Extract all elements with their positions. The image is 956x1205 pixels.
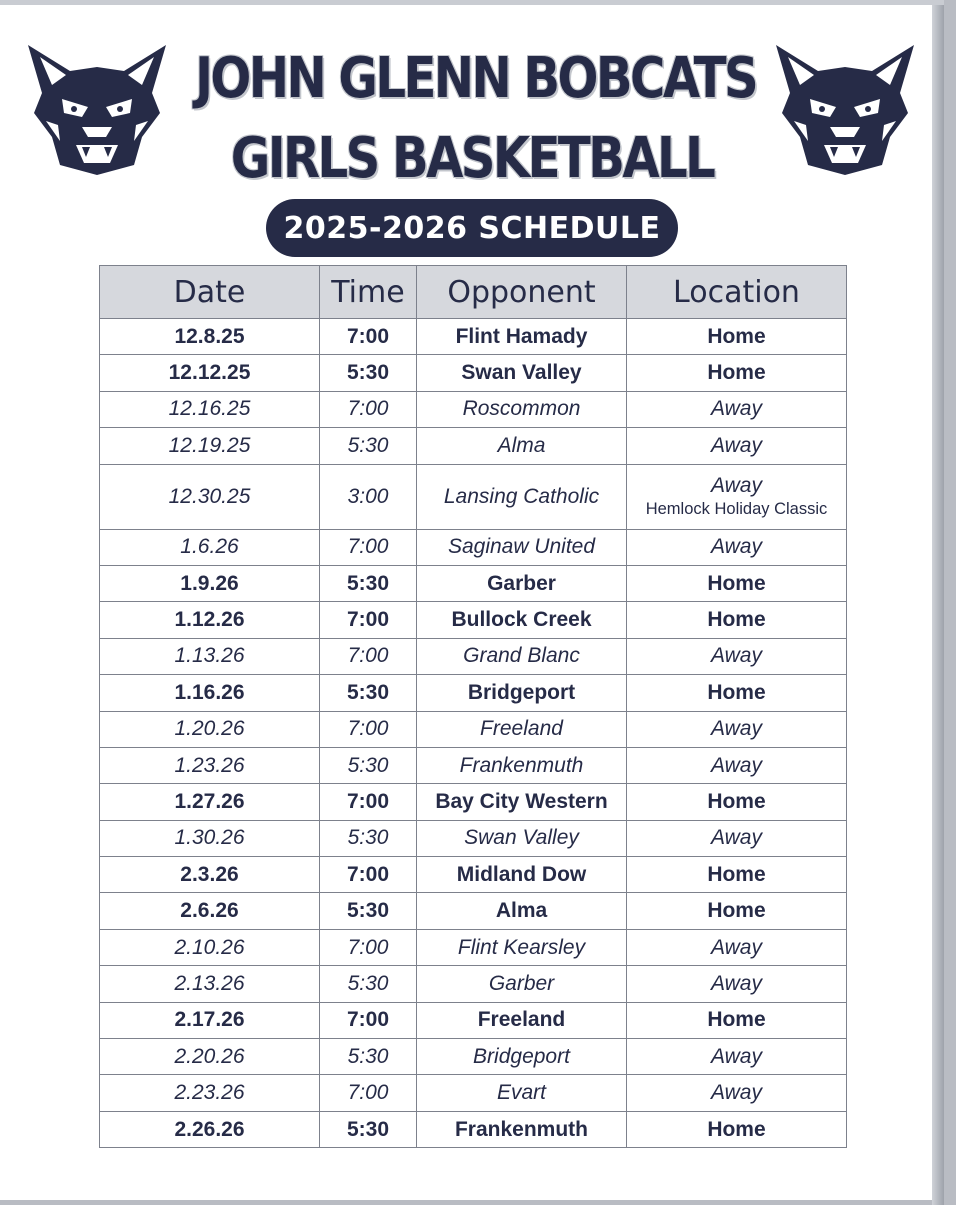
opponent-cell-text: Alma	[497, 433, 546, 457]
date-cell-text: 2.26.26	[174, 1117, 245, 1141]
time-cell-text: 5:30	[347, 971, 389, 995]
location-cell-text: Away	[711, 433, 762, 457]
opponent-cell-text: Bullock Creek	[451, 608, 592, 632]
table-row	[100, 565, 847, 601]
time-cell-text: 5:30	[347, 753, 389, 777]
date-cell-text: 2.23.26	[174, 1081, 245, 1105]
opponent-cell-text: Evart	[496, 1081, 546, 1105]
time-cell	[320, 602, 417, 638]
table-row	[100, 428, 847, 464]
date-cell	[100, 747, 320, 783]
date-cell	[100, 464, 320, 529]
date-cell	[100, 1039, 320, 1075]
opponent-cell	[417, 1039, 627, 1075]
table-row	[100, 391, 847, 427]
location-cell-text: Away	[711, 971, 762, 995]
location-cell-text: Away	[711, 1081, 762, 1105]
location-cell-text: Away	[711, 474, 762, 498]
date-cell-text: 1.16.26	[174, 680, 245, 704]
schedule-table	[99, 265, 847, 1148]
location-cell-text: Away	[711, 935, 762, 959]
date-cell-text: 2.3.26	[180, 862, 239, 886]
location-cell-text: Away	[711, 826, 762, 850]
location-cell-text: Home	[707, 361, 766, 385]
table-row	[100, 355, 847, 391]
table-row	[100, 638, 847, 674]
season-badge: 2025-2026 SCHEDULE	[266, 199, 678, 257]
location-cell	[627, 1039, 847, 1075]
date-cell-text: 1.30.26	[174, 826, 245, 850]
table-row	[100, 820, 847, 856]
time-cell	[320, 675, 417, 711]
opponent-cell	[417, 464, 627, 529]
date-cell-text: 1.9.26	[180, 571, 239, 595]
header-row	[100, 266, 847, 319]
opponent-cell-text: Garber	[487, 571, 556, 595]
date-cell-text: 1.27.26	[174, 789, 245, 813]
time-cell-text: 7:00	[346, 789, 390, 813]
opponent-cell-text: Lansing Catholic	[443, 484, 600, 508]
time-cell-text: 7:00	[347, 535, 389, 559]
time-cell	[320, 929, 417, 965]
opponent-cell-text: Swan Valley	[464, 826, 579, 850]
title-line-2: GIRLS BASKETBALL	[230, 126, 714, 191]
location-cell-text: Home	[707, 1008, 766, 1032]
time-cell	[320, 428, 417, 464]
opponent-cell	[417, 675, 627, 711]
date-cell	[100, 784, 320, 820]
opponent-cell	[417, 966, 627, 1002]
table-row	[100, 1002, 847, 1038]
table-row	[100, 857, 847, 893]
bobcat-mascot-icon	[770, 41, 920, 175]
time-cell-text: 5:30	[346, 1117, 390, 1141]
time-cell-text: 3:00	[347, 484, 389, 508]
opponent-cell	[417, 711, 627, 747]
column-header-time: Time	[320, 266, 417, 319]
date-cell-text: 12.19.25	[168, 433, 251, 457]
opponent-cell	[417, 638, 627, 674]
opponent-cell	[417, 565, 627, 601]
location-cell-text: Away	[711, 535, 762, 559]
table-row	[100, 675, 847, 711]
opponent-cell-text: Bridgeport	[467, 680, 576, 704]
time-cell-text: 5:30	[347, 1044, 389, 1068]
date-cell	[100, 675, 320, 711]
time-cell	[320, 319, 417, 355]
opponent-cell	[417, 784, 627, 820]
table-row	[100, 464, 847, 529]
location-cell	[627, 391, 847, 427]
opponent-cell-text: Saginaw United	[447, 535, 596, 559]
time-cell	[320, 638, 417, 674]
date-cell	[100, 1111, 320, 1147]
location-cell-text: Home	[707, 680, 766, 704]
opponent-cell-text: Alma	[495, 899, 548, 923]
date-cell	[100, 529, 320, 565]
date-cell	[100, 319, 320, 355]
date-cell-text: 2.10.26	[174, 935, 245, 959]
table-row	[100, 1039, 847, 1075]
time-cell-text: 7:00	[347, 935, 389, 959]
time-cell-text: 5:30	[346, 571, 390, 595]
table-row	[100, 1111, 847, 1147]
opponent-cell	[417, 820, 627, 856]
opponent-cell-text: Garber	[488, 971, 555, 995]
location-cell	[627, 711, 847, 747]
date-cell	[100, 820, 320, 856]
time-cell	[320, 820, 417, 856]
date-cell	[100, 1002, 320, 1038]
date-cell	[100, 638, 320, 674]
location-cell	[627, 319, 847, 355]
time-cell-text: 7:00	[346, 1008, 390, 1032]
table-row	[100, 893, 847, 929]
time-cell	[320, 747, 417, 783]
table-row	[100, 319, 847, 355]
location-cell	[627, 966, 847, 1002]
time-cell-text: 5:30	[347, 433, 389, 457]
date-cell-text: 2.6.26	[180, 899, 239, 923]
opponent-cell-text: Roscommon	[462, 397, 581, 421]
location-cell	[627, 1075, 847, 1111]
time-cell	[320, 1039, 417, 1075]
location-cell-text: Home	[707, 571, 766, 595]
location-cell-text: Away	[711, 397, 762, 421]
opponent-cell	[417, 319, 627, 355]
date-cell-text: 1.6.26	[180, 535, 239, 559]
opponent-cell	[417, 355, 627, 391]
location-cell-text: Away	[711, 753, 762, 777]
date-cell	[100, 929, 320, 965]
opponent-cell	[417, 602, 627, 638]
date-cell	[100, 602, 320, 638]
date-cell	[100, 565, 320, 601]
location-cell	[627, 929, 847, 965]
opponent-cell-text: Flint Hamady	[455, 324, 588, 348]
opponent-cell-text: Grand Blanc	[463, 644, 580, 668]
location-cell	[627, 638, 847, 674]
bobcat-mascot-icon	[22, 41, 172, 175]
time-cell-text: 7:00	[347, 644, 389, 668]
opponent-cell	[417, 391, 627, 427]
date-cell	[100, 893, 320, 929]
opponent-cell	[417, 747, 627, 783]
location-cell	[627, 565, 847, 601]
location-cell	[627, 1111, 847, 1147]
opponent-cell-text: Flint Kearsley	[457, 935, 586, 959]
time-cell	[320, 464, 417, 529]
opponent-cell	[417, 1111, 627, 1147]
date-cell-text: 1.12.26	[174, 608, 245, 632]
location-cell	[627, 747, 847, 783]
time-cell-text: 7:00	[347, 397, 389, 421]
date-cell-text: 1.23.26	[174, 753, 245, 777]
date-cell	[100, 428, 320, 464]
table-row	[100, 711, 847, 747]
time-cell-text: 7:00	[347, 717, 389, 741]
page-edge	[932, 5, 944, 1205]
location-cell	[627, 355, 847, 391]
time-cell	[320, 1111, 417, 1147]
time-cell	[320, 966, 417, 1002]
time-cell-text: 5:30	[346, 361, 390, 385]
opponent-cell-text: Bridgeport	[473, 1044, 570, 1068]
column-header-date: Date	[100, 266, 320, 319]
location-cell	[627, 857, 847, 893]
opponent-cell-text: Swan Valley	[461, 361, 582, 385]
opponent-cell	[417, 428, 627, 464]
location-cell	[627, 675, 847, 711]
location-cell	[627, 602, 847, 638]
time-cell-text: 7:00	[346, 324, 390, 348]
time-cell	[320, 1075, 417, 1111]
opponent-cell-text: Freeland	[480, 717, 563, 741]
opponent-cell	[417, 1002, 627, 1038]
table-row	[100, 1075, 847, 1111]
location-cell-text: Home	[707, 324, 766, 348]
time-cell	[320, 529, 417, 565]
time-cell	[320, 355, 417, 391]
title-line-1: JOHN GLENN BOBCATS	[195, 46, 757, 111]
time-cell	[320, 391, 417, 427]
opponent-cell	[417, 857, 627, 893]
opponent-cell-text: Midland Dow	[456, 862, 587, 886]
date-cell-text: 2.13.26	[174, 971, 245, 995]
table-row	[100, 602, 847, 638]
opponent-cell	[417, 529, 627, 565]
time-cell	[320, 565, 417, 601]
location-cell-text: Away	[711, 644, 762, 668]
date-cell-text: 2.20.26	[174, 1044, 245, 1068]
date-cell-text: 2.17.26	[174, 1008, 245, 1032]
time-cell	[320, 711, 417, 747]
location-cell	[627, 893, 847, 929]
time-cell	[320, 857, 417, 893]
date-cell-text: 1.20.26	[174, 717, 245, 741]
time-cell-text: 5:30	[347, 826, 389, 850]
opponent-cell-text: Bay City Western	[435, 789, 608, 813]
location-cell-text: Home	[707, 899, 766, 923]
location-cell	[627, 529, 847, 565]
time-cell	[320, 893, 417, 929]
column-header-opponent: Opponent	[417, 266, 627, 319]
date-cell-text: 12.30.25	[168, 484, 251, 508]
time-cell-text: 7:00	[346, 862, 390, 886]
opponent-cell-text: Freeland	[477, 1008, 566, 1032]
opponent-cell-text: Frankenmuth	[454, 1117, 588, 1141]
location-cell	[627, 820, 847, 856]
location-cell	[627, 1002, 847, 1038]
opponent-cell	[417, 893, 627, 929]
location-cell	[627, 784, 847, 820]
location-cell-text: Away	[711, 717, 762, 741]
location-cell-text: Home	[707, 608, 766, 632]
time-cell	[320, 1002, 417, 1038]
time-cell	[320, 784, 417, 820]
table-row	[100, 529, 847, 565]
column-header-location: Location	[627, 266, 847, 319]
location-cell-text: Away	[711, 1044, 762, 1068]
table-row	[100, 966, 847, 1002]
location-cell-text: Home	[707, 862, 766, 886]
time-cell-text: 5:30	[346, 680, 390, 704]
date-cell	[100, 355, 320, 391]
date-cell-text: 12.8.25	[174, 324, 245, 348]
date-cell	[100, 711, 320, 747]
tournament-note: Hemlock Holiday Classic	[645, 500, 828, 519]
location-cell-text: Home	[707, 1117, 766, 1141]
time-cell-text: 7:00	[347, 1081, 389, 1105]
opponent-cell	[417, 929, 627, 965]
date-cell	[100, 391, 320, 427]
opponent-cell	[417, 1075, 627, 1111]
date-cell	[100, 966, 320, 1002]
date-cell	[100, 1075, 320, 1111]
date-cell-text: 12.16.25	[168, 397, 251, 421]
location-cell-text: Home	[707, 789, 766, 813]
table-row	[100, 929, 847, 965]
table-row	[100, 747, 847, 783]
time-cell-text: 5:30	[346, 899, 390, 923]
date-cell	[100, 857, 320, 893]
location-cell	[627, 428, 847, 464]
location-cell	[627, 464, 847, 529]
date-cell-text: 12.12.25	[168, 361, 251, 385]
time-cell-text: 7:00	[346, 608, 390, 632]
table-row	[100, 784, 847, 820]
date-cell-text: 1.13.26	[174, 644, 245, 668]
opponent-cell-text: Frankenmuth	[459, 753, 584, 777]
